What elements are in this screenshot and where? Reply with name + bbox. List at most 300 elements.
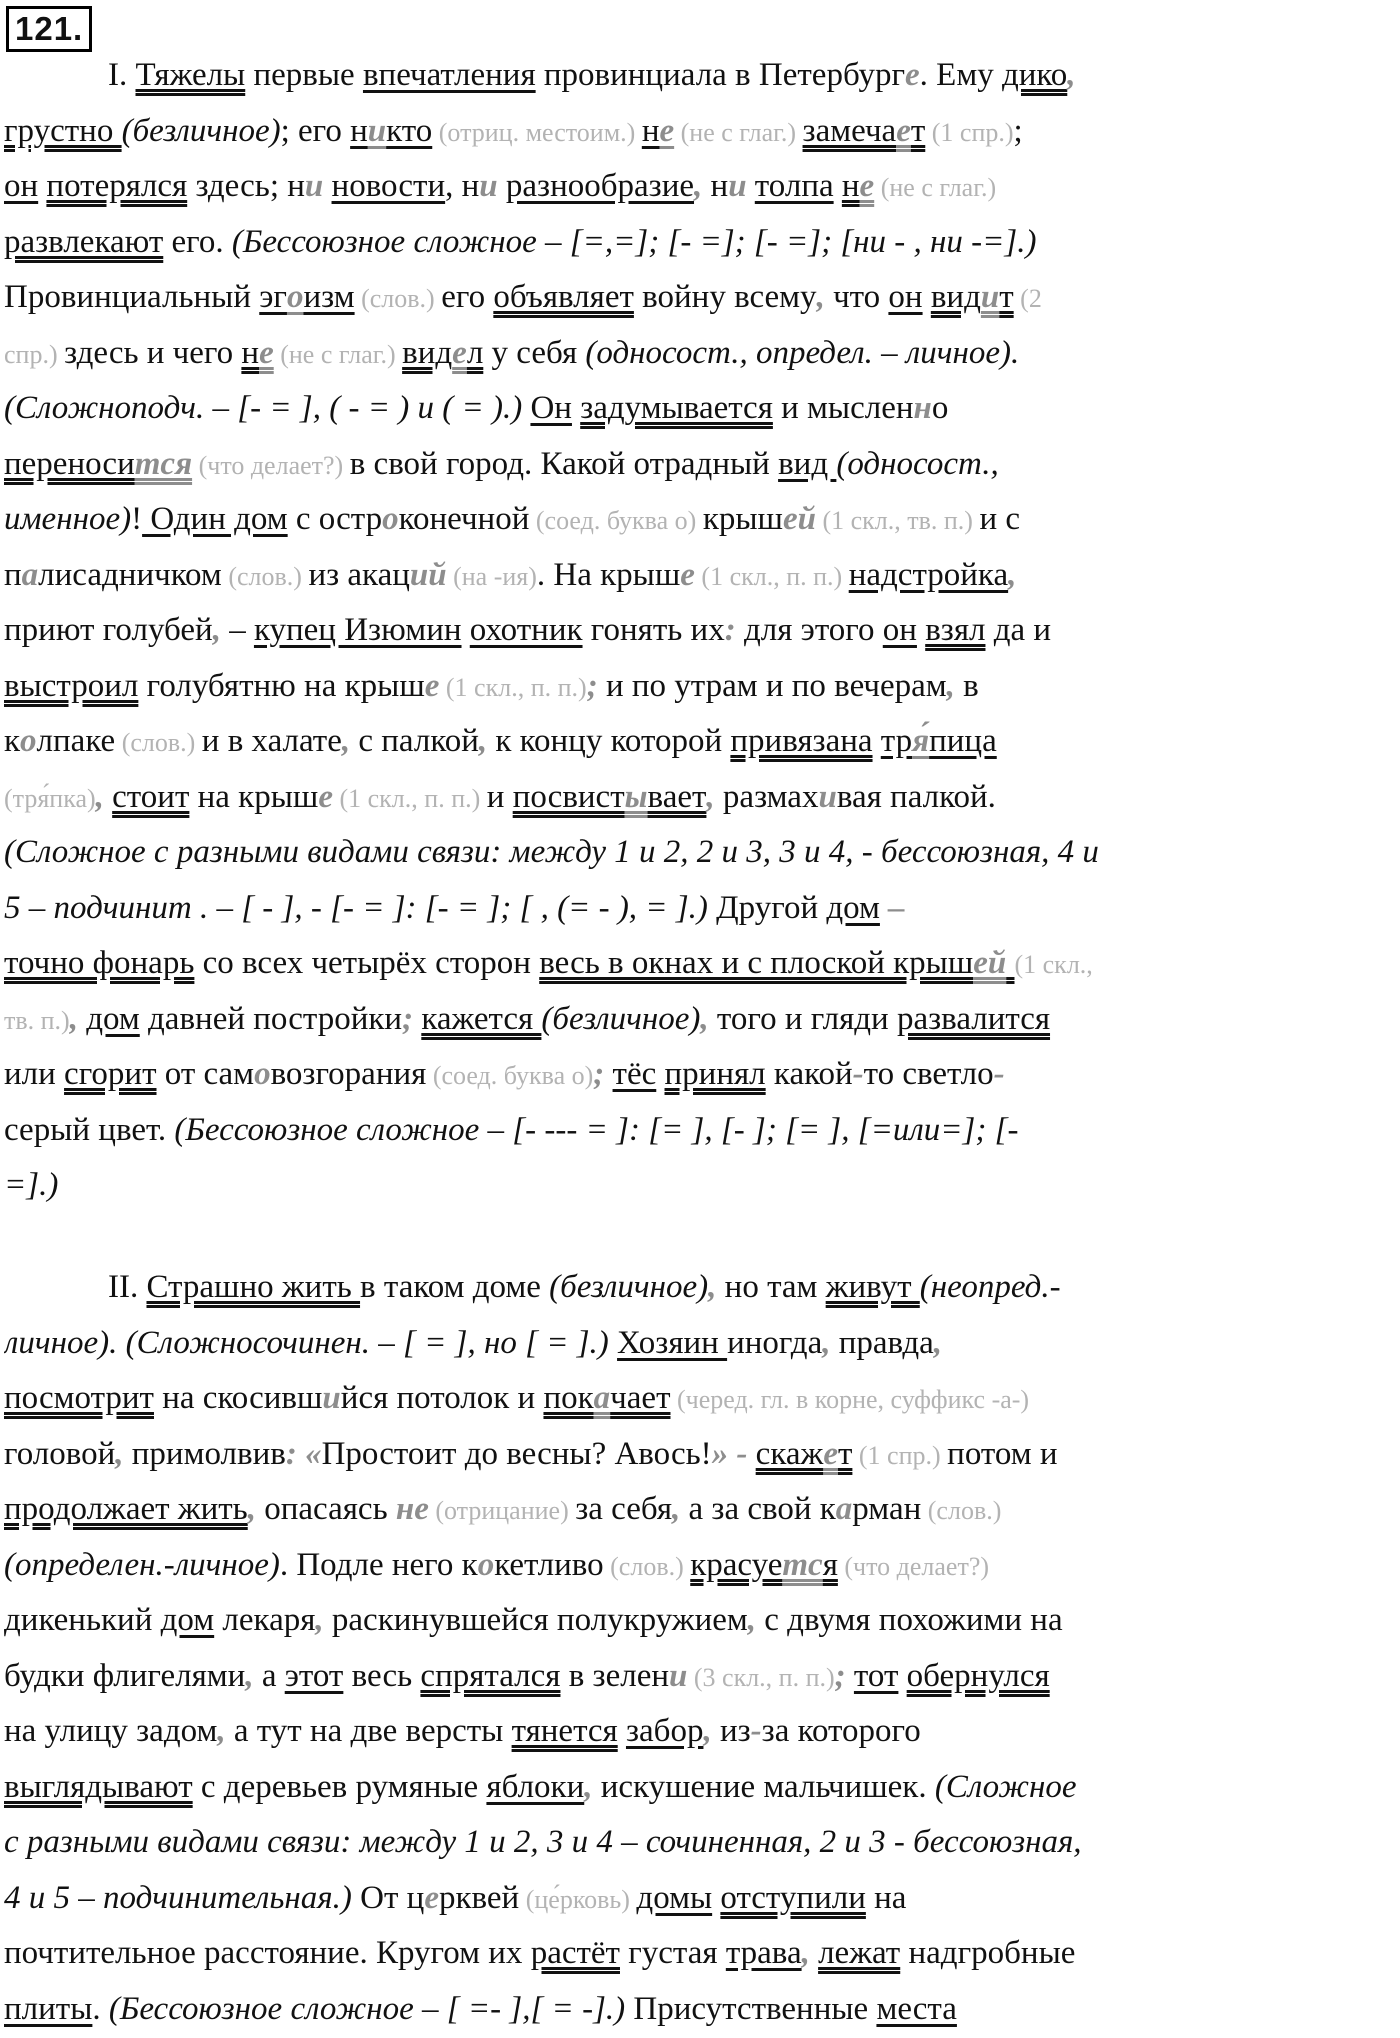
marked-letter: и: [818, 778, 837, 815]
text-segment: . Подле него к: [279, 1546, 478, 1583]
subject-text: н: [350, 112, 368, 149]
text-segment: опасаясь: [255, 1491, 396, 1527]
predicate-text: вид: [930, 279, 981, 315]
marked-letter: а: [21, 556, 39, 593]
predicate-text: развлекают: [4, 223, 164, 260]
text-segment: йся потолок и: [340, 1380, 544, 1416]
marked-letter: ,: [822, 1324, 831, 1361]
marked-letter: –: [879, 889, 905, 926]
text-line: [4, 1815, 1396, 1871]
predicate-text: обернулся: [906, 1657, 1050, 1694]
marked-letter: ,: [703, 1713, 712, 1749]
text-line: [4, 1593, 1396, 1649]
marked-letter: о: [20, 723, 37, 759]
text-segment: Простоит до весны? Авось!: [321, 1435, 712, 1472]
predicate-text: объявляет: [493, 279, 634, 315]
text-segment: провинциала в Петербург: [535, 57, 906, 93]
text-segment: на: [865, 1879, 907, 1916]
marked-letter: ,: [95, 778, 104, 815]
subject-text: дом: [86, 1000, 140, 1037]
text-line: [4, 881, 1396, 937]
analysis-note: (Бессоюзное сложное – [=,=]; [- =]; [- =]; [ни - , ни -=].): [231, 223, 1037, 260]
marked-letter: е: [452, 334, 467, 371]
grammar-note: (слов.): [921, 1496, 1002, 1525]
marked-letter: о: [286, 279, 304, 315]
subject-text: этот: [284, 1657, 344, 1694]
subject-text: места: [876, 1990, 957, 2027]
text-segment: иногда: [727, 1324, 823, 1361]
text-line: [4, 381, 1396, 437]
text-segment: конечной: [398, 501, 530, 537]
grammar-note: (1 спр.): [852, 1440, 948, 1470]
grammar-note: (1 скл., п. п.): [694, 561, 849, 591]
grammar-note: (1 скл., п. п.): [439, 672, 587, 702]
text-line: [4, 1538, 1396, 1594]
text-segment: !: [131, 501, 143, 537]
grammar-note: (не с глаг.): [273, 339, 403, 369]
text-segment: рман: [852, 1491, 922, 1527]
predicate-text: посмотрит: [4, 1380, 154, 1416]
text-segment: [747, 168, 755, 204]
grammar-note: (отриц. местоим.): [432, 117, 642, 147]
analysis-note: личное). (Сложносочинен. – [ = ], но [ = ].): [4, 1324, 609, 1361]
predicate-text: развалится: [896, 1000, 1051, 1037]
predicate-text: грустно: [4, 112, 122, 149]
predicate-text: принял: [664, 1056, 766, 1092]
text-segment: в таком доме: [360, 1269, 550, 1305]
text-segment: но там: [716, 1269, 826, 1305]
analysis-note: (Сложное с разными видами связи: между 1 и 2, 2 и 3, 3 и 4, - бессоюзная, 4 и: [4, 834, 1099, 870]
text-line: [4, 159, 1396, 215]
text-segment: а за свой к: [680, 1491, 836, 1527]
grammar-note: (слов.): [115, 728, 202, 757]
marked-letter: ей: [973, 945, 1007, 981]
text-segment: и с: [979, 501, 1021, 537]
subject-text: надстройка: [848, 556, 1009, 593]
marked-letter: ,: [1067, 57, 1076, 93]
analysis-note: =].): [4, 1167, 59, 1203]
text-line: [4, 1871, 1396, 1927]
predicate-text: сгорит: [64, 1056, 157, 1092]
text-segment: с палкой: [350, 723, 479, 759]
grammar-note: (соед. буква о): [529, 506, 703, 535]
predicate-text: взял: [925, 612, 986, 648]
text-segment: лпаке: [36, 723, 116, 759]
marked-letter: е: [424, 667, 440, 704]
text-segment: потом и: [947, 1435, 1058, 1472]
text-line: [4, 1371, 1396, 1427]
text-segment: здесь; н: [187, 168, 305, 204]
marked-letter: ,: [694, 168, 703, 204]
text-segment: [917, 612, 925, 648]
text-segment: того и гляди: [708, 1000, 897, 1037]
text-line: [4, 1047, 1396, 1103]
subject-text: Один дом: [142, 501, 288, 537]
marked-letter: ,: [708, 1269, 717, 1305]
text-segment: дикенький: [4, 1602, 161, 1638]
marked-letter: е: [896, 112, 911, 149]
text-segment: у себя: [483, 334, 586, 371]
predicate-text: выглядывают: [4, 1768, 193, 1805]
predicate-text: я: [822, 1546, 838, 1583]
text-line: [4, 548, 1396, 604]
text-line: [4, 1260, 1396, 1316]
text-segment: и в халате: [201, 723, 342, 759]
subject-text: охотник: [469, 612, 583, 648]
marked-letter: ,: [816, 279, 825, 315]
grammar-note: (2: [1013, 284, 1042, 313]
predicate-text: скаж: [755, 1435, 824, 1472]
analysis-note: (Бессоюзное сложное – [- --- = ]: [= ], [- ]; [= ], [=или=]; [-: [174, 1111, 1019, 1148]
text-line: [4, 992, 1396, 1048]
text-segment: головой: [4, 1435, 116, 1472]
grammar-note: (не с глаг.): [674, 117, 803, 147]
subject-text: он: [4, 168, 39, 204]
subject-text: эг: [259, 279, 287, 315]
marked-letter: ,: [1008, 556, 1017, 593]
text-segment: [656, 1056, 664, 1092]
marked-letter: е: [680, 556, 695, 593]
marked-letter: ,: [212, 612, 221, 648]
text-segment: и по утрам и по вечерам: [597, 667, 947, 704]
text-segment: . Ему: [919, 57, 1002, 93]
text-segment: Присутственные: [625, 1990, 877, 2027]
marked-letter: ,: [247, 1491, 256, 1527]
text-segment: .: [92, 1990, 109, 2027]
grammar-note: (тря́пка): [4, 783, 96, 813]
marked-letter: ,: [584, 1768, 593, 1805]
marked-letter: ,: [747, 1602, 757, 1638]
text-segment: почтительное расстояние. Кругом их: [4, 1935, 531, 1971]
subject-text: изм: [303, 279, 355, 315]
marked-letter: » -: [711, 1435, 748, 1472]
text-segment: крыш: [702, 501, 783, 537]
marked-letter: ,: [315, 1602, 324, 1638]
marked-letter: и: [669, 1657, 688, 1694]
text-segment: гонять их: [582, 612, 725, 648]
text-segment: Другой: [707, 889, 827, 926]
text-segment: , н: [445, 168, 480, 204]
text-segment: [846, 1658, 854, 1694]
text-segment: [923, 279, 931, 315]
marked-letter: ;: [593, 1056, 605, 1092]
text-line: [4, 1427, 1396, 1483]
text-segment: [810, 1935, 818, 1971]
text-segment: а: [253, 1657, 285, 1694]
text-segment: весь: [343, 1657, 421, 1694]
marked-letter: н: [913, 390, 932, 426]
grammar-note: (слов.): [603, 1551, 691, 1581]
predicate-text: пок: [543, 1380, 594, 1416]
text-segment: возгорания: [270, 1056, 427, 1092]
predicate-text: т: [999, 279, 1014, 315]
marked-letter: ,: [245, 1657, 254, 1694]
text-segment: [572, 390, 580, 426]
marked-letter: ий: [409, 556, 447, 593]
marked-letter: ,: [217, 1713, 226, 1749]
marked-letter: и: [479, 168, 498, 204]
text-line: [4, 1760, 1396, 1816]
text-line: [4, 714, 1396, 770]
marked-letter: ;: [402, 1000, 414, 1037]
text-segment: на крыш: [189, 778, 319, 815]
subject-text: забор: [625, 1713, 704, 1749]
predicate-text: кажется: [421, 1000, 542, 1037]
predicate-text: растёт: [530, 1935, 620, 1971]
grammar-note: (на -ия): [446, 561, 537, 591]
text-segment: здесь и чего: [64, 334, 242, 371]
text-segment: размах: [714, 778, 819, 815]
text-segment: войну всему: [633, 279, 817, 315]
grammar-note: (соед. буква о): [426, 1061, 594, 1090]
marked-letter: и: [322, 1380, 341, 1416]
analysis-note: (Сложное: [934, 1768, 1077, 1805]
grammar-note: (слов.): [354, 284, 442, 313]
text-segment: о: [931, 390, 949, 426]
text-line: [4, 270, 1396, 326]
subject-text: н: [641, 112, 660, 149]
text-segment: кетливо: [494, 1546, 604, 1583]
marked-letter: и: [304, 168, 324, 204]
text-segment: на улицу задом: [4, 1713, 218, 1749]
grammar-note: спр.): [4, 339, 65, 369]
exercise-number: 121.: [6, 6, 92, 52]
subject-text: Хозяин: [617, 1324, 728, 1361]
marked-letter: о: [254, 1056, 271, 1092]
text-segment: [898, 1658, 906, 1694]
marked-letter: е: [318, 778, 333, 815]
grammar-note: (слов.): [221, 561, 309, 591]
subject-text: плиты: [4, 1990, 93, 2027]
predicate-text: посвист: [512, 778, 625, 815]
text-segment: . На крыш: [536, 556, 681, 593]
text-segment: Провинциальный: [4, 279, 260, 315]
predicate-text: весь в окнах и с плоской крыш: [539, 945, 974, 981]
text-line: [4, 1482, 1396, 1538]
marked-letter: ей: [782, 501, 816, 537]
marked-letter: ,: [700, 1000, 709, 1037]
text-segment: рквей: [438, 1879, 520, 1916]
text-line: [4, 1649, 1396, 1705]
text-segment: [78, 1001, 86, 1037]
subject-text: яблоки: [486, 1768, 585, 1805]
text-segment: а тут на две версты: [225, 1713, 512, 1749]
analysis-note: (односост.,: [836, 445, 999, 482]
grammar-note: (1 скл., тв. п.): [815, 506, 980, 535]
marked-letter: о: [382, 501, 399, 537]
text-segment: [498, 168, 506, 204]
text-segment: то светло: [863, 1056, 994, 1092]
text-line: [4, 1982, 1396, 2038]
marked-letter: -: [852, 1056, 864, 1092]
predicate-text: лежат: [818, 1935, 901, 1971]
text-segment: искушение мальчишек.: [592, 1768, 935, 1805]
text-segment: с двумя похожими на: [756, 1602, 1063, 1638]
text-segment: От ц: [351, 1879, 425, 1916]
marked-letter: ,: [801, 1935, 810, 1971]
text-segment: II.: [108, 1269, 147, 1305]
marked-letter: : «: [285, 1435, 322, 1472]
text-segment: со всех четырёх сторон: [194, 945, 540, 981]
analysis-note: (безличное): [541, 1000, 701, 1037]
text-line: [4, 603, 1396, 659]
subject-text: дом: [826, 889, 880, 926]
text-segment: [747, 1436, 755, 1472]
text-segment: первые: [245, 57, 363, 93]
text-segment: [834, 168, 842, 204]
marked-letter: о: [477, 1546, 495, 1583]
text-segment: лисадничком: [38, 556, 222, 593]
subject-text: домы: [636, 1879, 713, 1916]
text-line: [4, 1158, 1396, 1214]
marked-letter: ы: [624, 778, 648, 815]
text-line: [4, 48, 1396, 104]
text-line: [4, 825, 1396, 881]
predicate-text: задумывается: [580, 390, 773, 426]
grammar-note: (не с глаг.): [874, 173, 997, 202]
grammar-note: тв. п.): [4, 1005, 70, 1035]
analysis-note: (односост., определ. – личное).: [585, 334, 1020, 371]
marked-letter: тс: [782, 1546, 823, 1583]
text-segment: и мыслен: [772, 390, 914, 426]
marked-letter: -: [993, 1056, 1005, 1092]
text-segment: надгробные: [900, 1935, 1076, 1971]
analysis-note: с разными видами связи: между 1 и 2, 3 и 4 – сочиненная, 2 и 3 - бессоюзная,: [4, 1824, 1082, 1860]
text-line: [4, 215, 1396, 271]
text-line: [4, 492, 1396, 548]
predicate-text: Страшно жить: [146, 1269, 361, 1305]
text-segment: [618, 1713, 626, 1749]
text-segment: густая: [619, 1935, 726, 1971]
text-line: [4, 1926, 1396, 1982]
text-segment: из акац: [308, 556, 410, 593]
subject-text: дом: [160, 1602, 215, 1638]
predicate-text: дико: [1001, 57, 1068, 93]
marked-letter: :: [724, 612, 736, 648]
subject-text: купец Изюмин: [253, 612, 462, 648]
text-line: [4, 1704, 1396, 1760]
marked-letter: а: [593, 1380, 611, 1416]
grammar-note: (черед. гл. в корне, суффикс -а-): [670, 1385, 1030, 1414]
subject-text: тр: [880, 723, 913, 759]
marked-letter: е: [859, 168, 875, 204]
predicate-text: живут: [825, 1269, 920, 1305]
analysis-note: 4 и 5 – подчинительная.): [4, 1879, 352, 1916]
marked-letter: е: [424, 1879, 439, 1916]
subject-text: разнообразие: [505, 168, 695, 204]
predicate-text: чает: [610, 1380, 671, 1416]
text-line: [4, 437, 1396, 493]
text-segment: [104, 779, 112, 815]
text-segment: с деревьев румяные: [192, 1768, 487, 1805]
text-segment: будки флигелями: [4, 1657, 246, 1694]
predicate-text: спрятался: [420, 1657, 561, 1694]
text-segment: в зелен: [560, 1657, 670, 1694]
marked-letter: ,: [933, 1324, 943, 1361]
predicate-text: привязана: [730, 723, 873, 759]
text-segment: что: [824, 279, 889, 315]
analysis-note: (определен.-личное): [4, 1546, 280, 1583]
marked-letter: ,: [946, 667, 955, 704]
subject-text: он: [888, 279, 923, 315]
marked-letter: ;: [834, 1657, 846, 1694]
text-segment: к концу которой: [487, 723, 731, 759]
text-segment: [604, 1056, 612, 1092]
marked-letter: е: [823, 1435, 838, 1472]
analysis-note: (безличное): [121, 112, 281, 149]
marked-letter: -: [750, 1713, 762, 1749]
subject-text: он: [882, 612, 917, 648]
analysis-note: именное): [4, 501, 132, 537]
text-line: [4, 326, 1396, 382]
predicate-text: замеча: [802, 112, 897, 149]
predicate-text: т: [910, 112, 926, 149]
predicate-text: тянется: [511, 1713, 618, 1749]
text-segment: да и: [985, 612, 1052, 648]
text-segment: [323, 168, 331, 204]
marked-letter: е: [659, 112, 675, 149]
marked-letter: ,: [706, 778, 715, 815]
text-segment: –: [220, 612, 254, 648]
subject-text: тёс: [612, 1056, 657, 1092]
analysis-note: 5 – подчинит . – [ - ], - [- = ]: [- = ]; [ , (= - ), = ].): [4, 889, 708, 926]
subject-text: Он: [530, 390, 572, 426]
text-segment: для этого: [735, 612, 883, 648]
marked-letter: е: [259, 334, 274, 371]
text-segment: в: [954, 667, 979, 704]
text-segment: за которого: [761, 1713, 921, 1749]
text-segment: [873, 723, 881, 759]
text-segment: из: [711, 1713, 751, 1749]
subject-text: новости: [331, 168, 446, 204]
text-segment: п: [4, 556, 22, 593]
predicate-text: потерялся: [46, 168, 188, 204]
grammar-note: (1 скл., п. п.): [332, 783, 487, 813]
marked-letter: тся: [134, 445, 193, 482]
grammar-note: (1 спр.): [925, 117, 1014, 147]
analysis-note: (безличное): [549, 1269, 709, 1305]
text-line: [4, 1103, 1396, 1159]
analysis-note: (неопред.-: [919, 1269, 1061, 1305]
predicate-text: красуе: [690, 1546, 783, 1583]
predicate-text: стоит: [112, 778, 190, 815]
marked-letter: ,: [478, 723, 488, 759]
grammar-note: (1 скл.,: [1014, 950, 1093, 979]
paragraph-part-1: [4, 48, 1396, 1214]
text-segment: давней постройки: [139, 1000, 403, 1037]
text-segment: или: [4, 1056, 65, 1092]
text-segment: [609, 1325, 617, 1361]
marked-letter: не: [395, 1491, 429, 1527]
text-segment: лекаря: [214, 1602, 316, 1638]
predicate-text: Тяжелы: [135, 57, 246, 93]
text-segment: серый цвет.: [4, 1111, 175, 1148]
text-segment: правда: [830, 1324, 934, 1361]
text-segment: приют голубей: [4, 612, 213, 648]
marked-letter: ,: [115, 1435, 124, 1472]
text-segment: и: [486, 778, 513, 815]
text-segment: ;: [1013, 112, 1023, 149]
text-line: [4, 936, 1396, 992]
text-segment: какой: [765, 1056, 853, 1092]
text-segment: его.: [163, 223, 232, 260]
subject-text: впечатления: [362, 57, 536, 93]
text-line: [4, 104, 1396, 160]
paragraph-part-2: [4, 1260, 1396, 2037]
marked-letter: и: [367, 112, 387, 149]
grammar-note: (отрицание): [428, 1496, 576, 1525]
grammar-note: (что делает?): [192, 450, 350, 480]
